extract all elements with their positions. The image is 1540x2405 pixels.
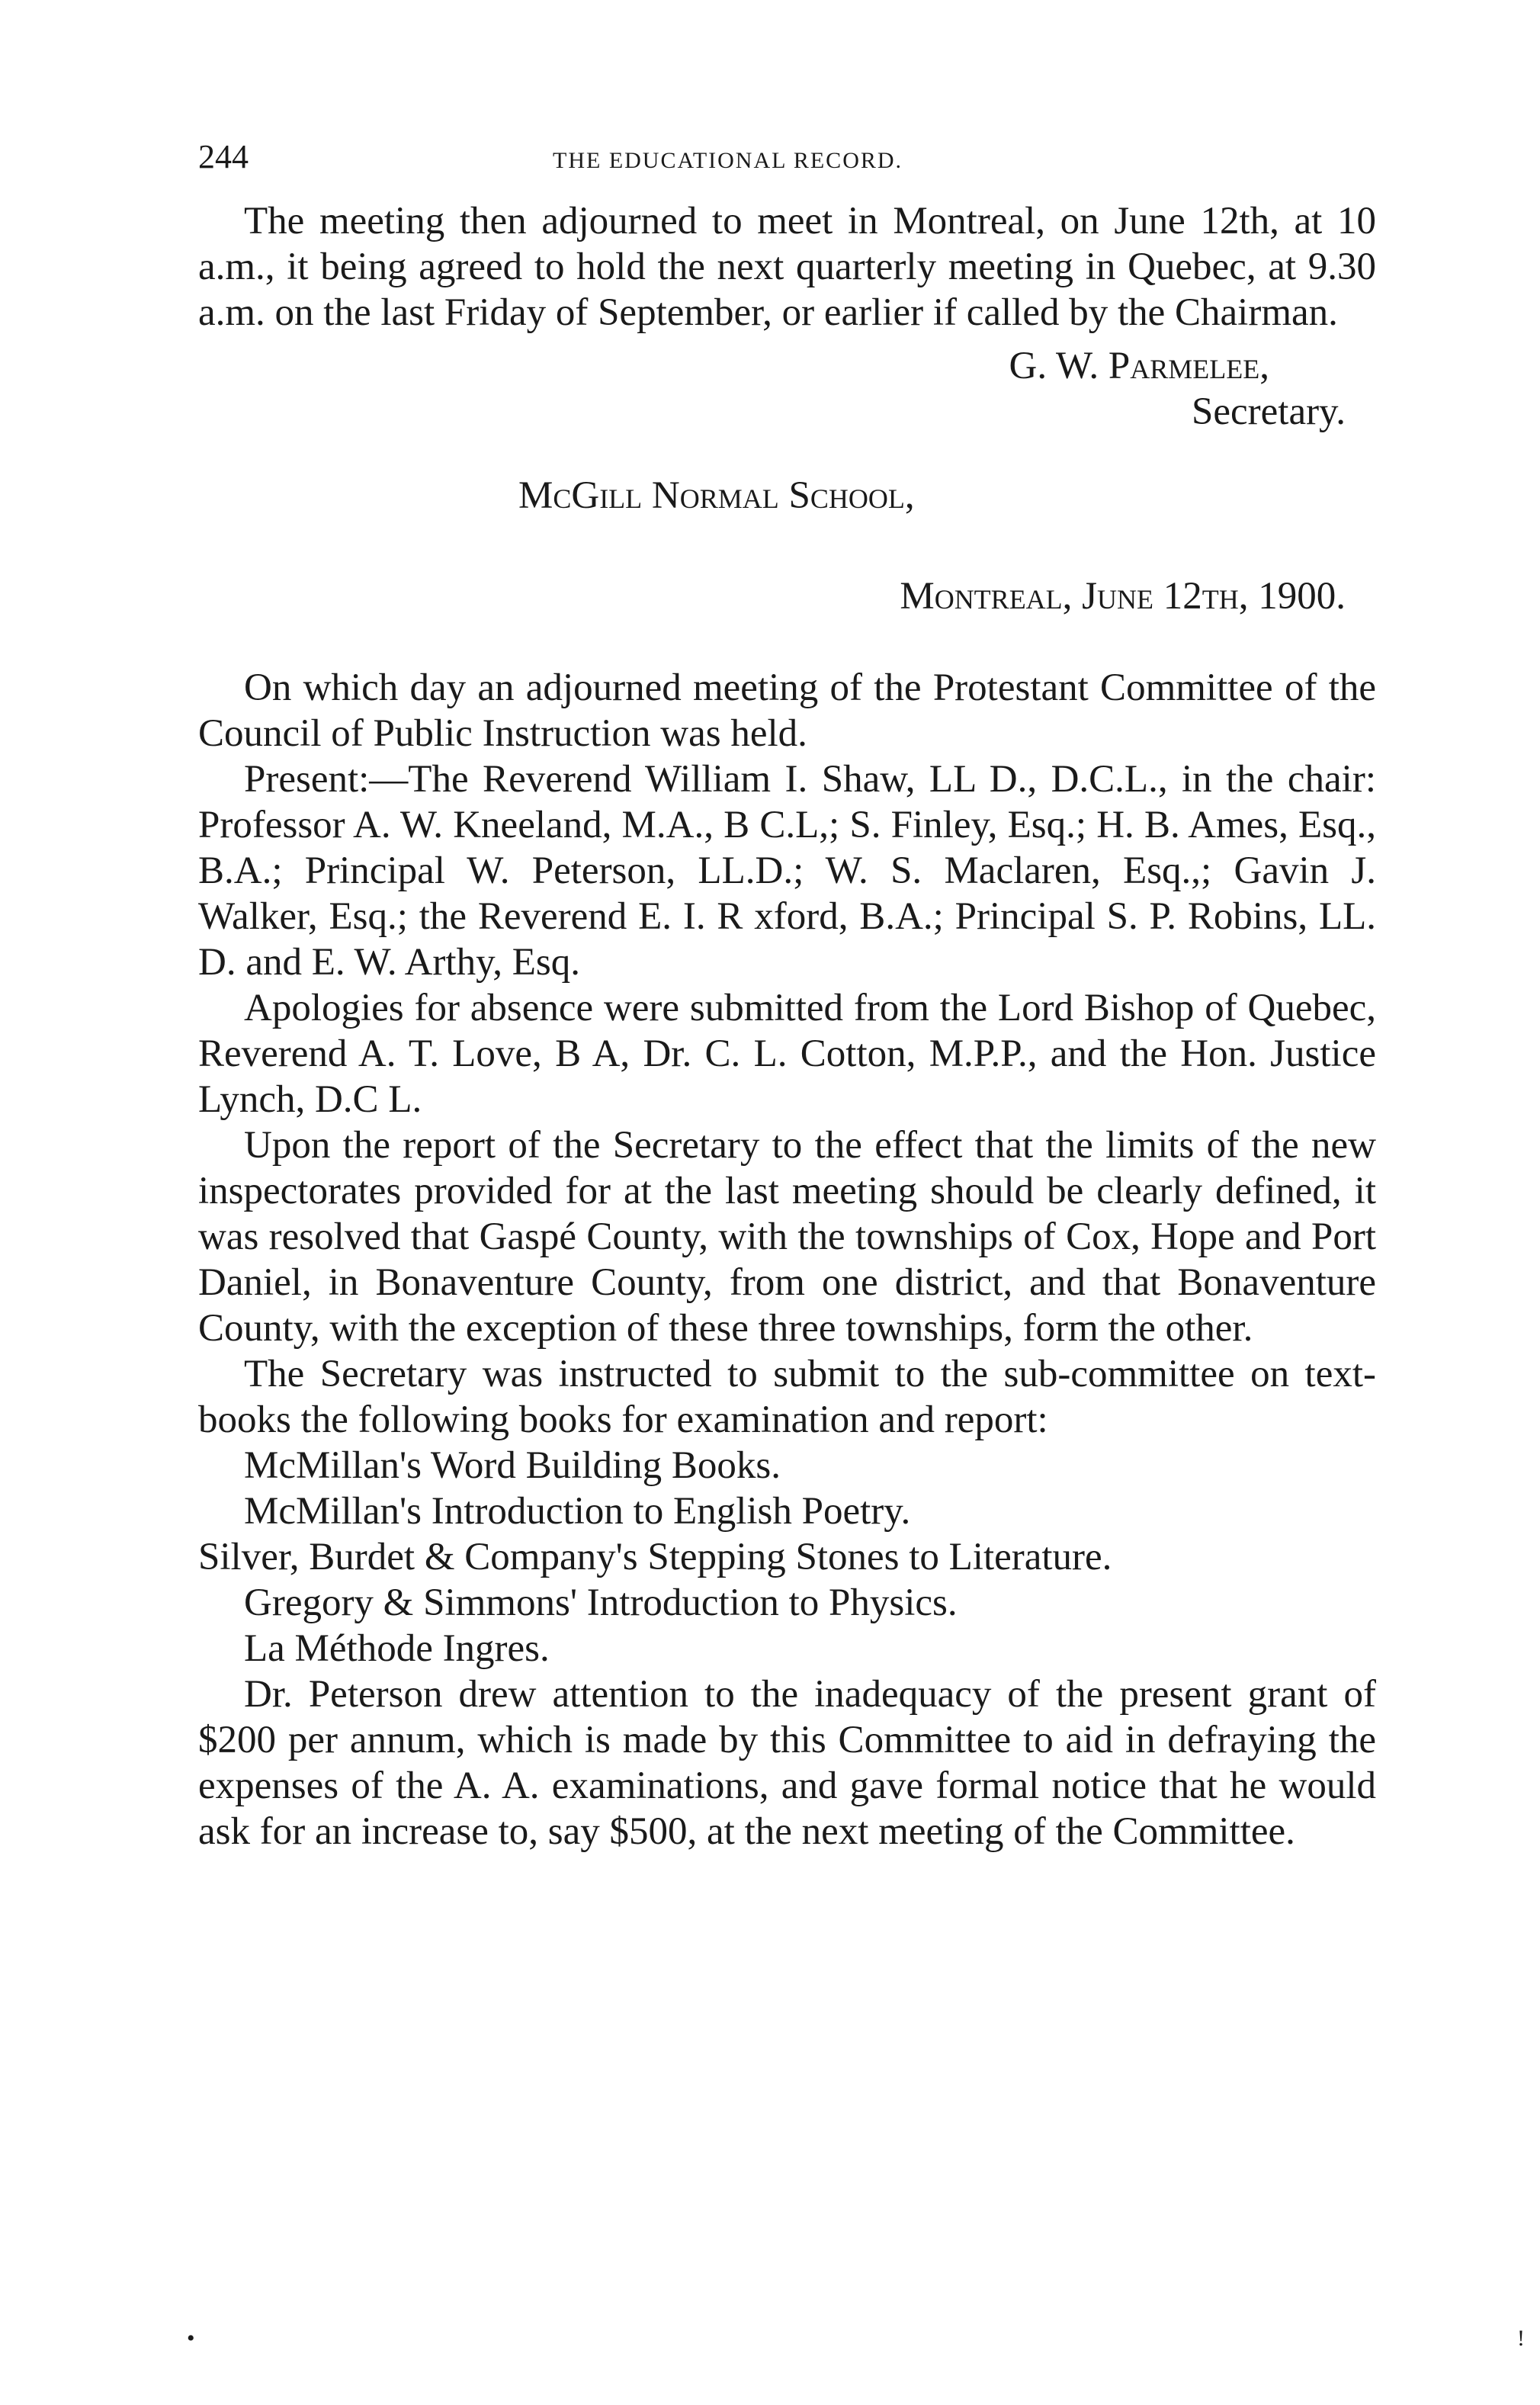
page-number: 244 [198, 138, 249, 175]
signature-title: Secretary. [1192, 390, 1346, 433]
place-date-text: Montreal, June 12th, 1900. [900, 575, 1346, 618]
running-title: THE EDUCATIONAL RECORD. [553, 148, 903, 173]
present-paragraph: Present:—The Reverend William I. Shaw, LL D., D.C.L., in the chair: Professor A. W. Kneeland, M.A., B C.L,; S. Finley, Esq.; H. B. Ames, Esq., B.A.; Principal W. Peterson, LL.D.; W. S. Maclaren, Esq.,; Gavin J. Walker, Esq.; the Reverend E. I. R xford, B.A.; Principal S. P. Robins, LL. D. and E. W. Arthy, Esq. [198, 758, 1376, 984]
apologies-paragraph: Apologies for absence were submitted from the Lord Bishop of Quebec, Reverend A. T. Love, B A, Dr. C. L. Cotton, M.P.P., and the Hon. Justice Lynch, D.C L. [198, 987, 1376, 1121]
adjournment-paragraph: The meeting then adjourned to meet in Montreal, on June 12th, at 10 a.m., it being agreed to hold the next quarterly meeting in Quebec, at 9.30 a.m. on the last Friday of September, or earlier if called by the Chairman. [198, 200, 1376, 334]
intro-paragraph: On which day an adjourned meeting of the Protestant Committee of the Council of Public Instruction was held. [198, 666, 1376, 755]
signature-name: G. W. Parmelee, [1009, 345, 1269, 387]
place-date [198, 573, 1346, 619]
school-name: McGill Normal School, [518, 474, 915, 517]
footer-edge-mark: ! [1517, 2326, 1525, 2351]
book-item: McMillan's Word Building Books. [244, 1444, 781, 1487]
peterson-paragraph: Dr. Peterson drew attention to the inadequacy of the present grant of $200 per annum, which is made by this Committee to aid in defraying the expenses of the A. A. examinations, and gave formal notice that he would ask for an increase to, say $500, at the next meeting of the Committee. [198, 1673, 1376, 1853]
book-list [198, 1443, 1376, 1671]
book-item: La Méthode Ingres. [244, 1627, 550, 1670]
book-item: Silver, Burdet & Company's Stepping Stones to Literature. [198, 1536, 1112, 1578]
document-page [198, 137, 1376, 1854]
footer-dot-mark: • [187, 2326, 195, 2351]
book-item: Gregory & Simmons' Introduction to Physics. [244, 1581, 958, 1624]
secretary-paragraph: The Secretary was instructed to submit to the sub-committee on text-books the following books for examination and report: [198, 1353, 1376, 1441]
report-paragraph: Upon the report of the Secretary to the effect that the limits of the new inspectorates provided for at the last meeting should be clearly defined, it was resolved that Gaspé County, with the townships of Cox, Hope and Port Daniel, in Bonaventure County, from one district, and that Bonaventure County, with the exception of these three townships, form the other. [198, 1124, 1376, 1350]
book-item: McMillan's Introduction to English Poetry. [244, 1490, 911, 1533]
page-header [198, 137, 1376, 198]
